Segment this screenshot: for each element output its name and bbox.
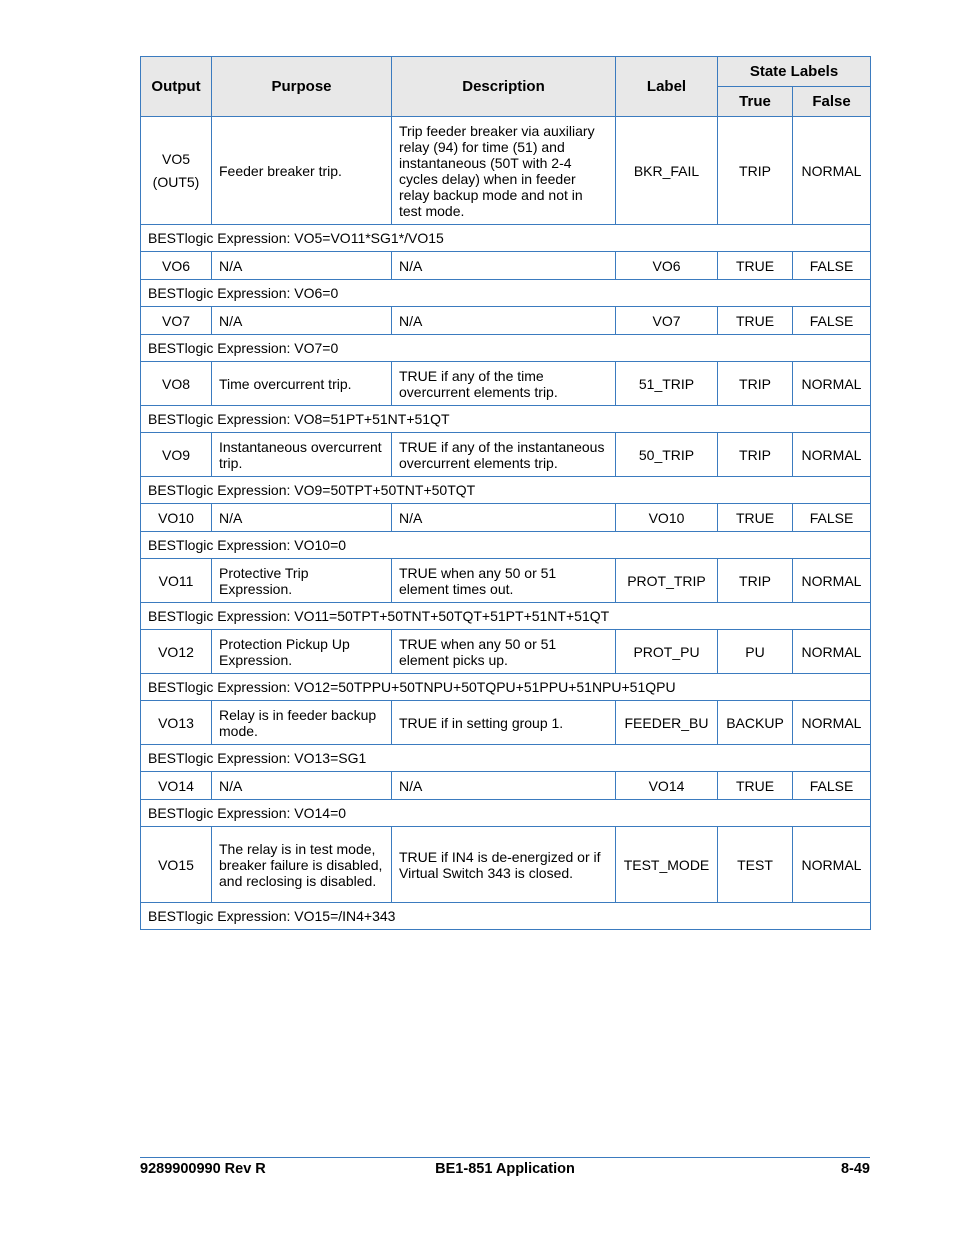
footer-title: BE1-851 Application	[435, 1161, 575, 1177]
header-false: False	[793, 87, 871, 117]
expression-row	[141, 225, 871, 252]
output-cell: VO15	[141, 827, 212, 903]
true-state-cell: BACKUP	[718, 701, 793, 745]
true-state-cell: TRUE	[718, 307, 793, 335]
expression-cell: BESTlogic Expression: VO6=0	[141, 280, 871, 307]
table-row	[141, 504, 871, 532]
table-row	[141, 630, 871, 674]
header-description: Description	[392, 57, 616, 117]
true-state-cell: TRUE	[718, 252, 793, 280]
label-cell: PROT_TRIP	[616, 559, 718, 603]
purpose-cell: Time overcurrent trip.	[212, 362, 392, 406]
expression-row	[141, 674, 871, 701]
expression-row	[141, 335, 871, 362]
description-cell: TRUE if any of the instantaneous overcurrent elements trip.	[392, 433, 616, 477]
false-state-cell: NORMAL	[793, 362, 871, 406]
false-state-cell: NORMAL	[793, 433, 871, 477]
description-cell: TRUE if in setting group 1.	[392, 701, 616, 745]
expression-row	[141, 800, 871, 827]
description-cell: TRUE when any 50 or 51 element picks up.	[392, 630, 616, 674]
output-name: VO5	[161, 150, 190, 167]
table-row	[141, 559, 871, 603]
output-cell: VO12	[141, 630, 212, 674]
expression-cell: BESTlogic Expression: VO10=0	[141, 532, 871, 559]
true-state-cell: TRIP	[718, 559, 793, 603]
true-state-cell: TRIP	[718, 362, 793, 406]
expression-row	[141, 532, 871, 559]
expression-cell: BESTlogic Expression: VO14=0	[141, 800, 871, 827]
expression-row	[141, 406, 871, 433]
purpose-cell: N/A	[212, 504, 392, 532]
purpose-cell: Protective Trip Expression.	[212, 559, 392, 603]
output-cell: VO14	[141, 772, 212, 800]
expression-cell: BESTlogic Expression: VO9=50TPT+50TNT+50TQT	[141, 477, 871, 504]
label-cell: TEST_MODE	[616, 827, 718, 903]
purpose-cell: Protection Pickup Up Expression.	[212, 630, 392, 674]
label-cell: PROT_PU	[616, 630, 718, 674]
footer-doc-number: 9289900990 Rev R	[140, 1161, 266, 1177]
output-cell: VO11	[141, 559, 212, 603]
purpose-cell: The relay is in test mode, breaker failure is disabled, and reclosing is disabled.	[212, 827, 392, 903]
page-footer	[140, 1157, 870, 1177]
label-cell: VO7	[616, 307, 718, 335]
true-state-cell: TRIP	[718, 117, 793, 225]
label-cell: 51_TRIP	[616, 362, 718, 406]
description-cell: TRUE when any 50 or 51 element times out.	[392, 559, 616, 603]
true-state-cell: TRUE	[718, 772, 793, 800]
table-row	[141, 827, 871, 903]
output-cell: VO7	[141, 307, 212, 335]
description-cell: TRUE if IN4 is de-energized or if Virtual Switch 343 is closed.	[392, 827, 616, 903]
expression-cell: BESTlogic Expression: VO15=/IN4+343	[141, 903, 871, 930]
expression-cell: BESTlogic Expression: VO8=51PT+51NT+51QT	[141, 406, 871, 433]
table-row	[141, 117, 871, 225]
footer-page-number: 8-49	[840, 1161, 870, 1177]
purpose-cell: Feeder breaker trip.	[212, 117, 392, 225]
true-state-cell: TEST	[718, 827, 793, 903]
purpose-cell: Relay is in feeder backup mode.	[212, 701, 392, 745]
purpose-cell: N/A	[212, 307, 392, 335]
header-purpose: Purpose	[212, 57, 392, 117]
expression-row	[141, 903, 871, 930]
description-cell: N/A	[392, 252, 616, 280]
label-cell: 50_TRIP	[616, 433, 718, 477]
expression-row	[141, 603, 871, 630]
false-state-cell: FALSE	[793, 252, 871, 280]
output-cell	[141, 117, 212, 225]
purpose-cell: Instantaneous overcurrent trip.	[212, 433, 392, 477]
false-state-cell: FALSE	[793, 772, 871, 800]
label-cell: BKR_FAIL	[616, 117, 718, 225]
label-cell: FEEDER_BU	[616, 701, 718, 745]
description-cell: Trip feeder breaker via auxiliary relay (94) for time (51) and instantaneous (50T with 2-4 cycles delay) when in feeder relay backup mode and not in test mode.	[392, 117, 616, 225]
false-state-cell: FALSE	[793, 307, 871, 335]
expression-row	[141, 280, 871, 307]
false-state-cell: FALSE	[793, 504, 871, 532]
true-state-cell: TRUE	[718, 504, 793, 532]
expression-row	[141, 745, 871, 772]
expression-cell: BESTlogic Expression: VO13=SG1	[141, 745, 871, 772]
output-cell: VO6	[141, 252, 212, 280]
header-state-labels: State Labels	[718, 57, 871, 87]
false-state-cell: NORMAL	[793, 117, 871, 225]
table-row	[141, 307, 871, 335]
true-state-cell: TRIP	[718, 433, 793, 477]
true-state-cell: PU	[718, 630, 793, 674]
description-cell: N/A	[392, 307, 616, 335]
table-row	[141, 252, 871, 280]
header-label: Label	[616, 57, 718, 117]
label-cell: VO6	[616, 252, 718, 280]
header-output: Output	[141, 57, 212, 117]
table-row	[141, 362, 871, 406]
output-cell: VO8	[141, 362, 212, 406]
header-true: True	[718, 87, 793, 117]
label-cell: VO10	[616, 504, 718, 532]
false-state-cell: NORMAL	[793, 827, 871, 903]
expression-cell: BESTlogic Expression: VO5=VO11*SG1*/VO15	[141, 225, 871, 252]
output-alias: (OUT5)	[152, 173, 200, 190]
table-row	[141, 701, 871, 745]
expression-cell: BESTlogic Expression: VO7=0	[141, 335, 871, 362]
expression-cell: BESTlogic Expression: VO11=50TPT+50TNT+50TQT+51PT+51NT+51QT	[141, 603, 871, 630]
output-cell: VO13	[141, 701, 212, 745]
false-state-cell: NORMAL	[793, 701, 871, 745]
description-cell: TRUE if any of the time overcurrent elements trip.	[392, 362, 616, 406]
purpose-cell: N/A	[212, 772, 392, 800]
table-row	[141, 772, 871, 800]
label-cell: VO14	[616, 772, 718, 800]
description-cell: N/A	[392, 772, 616, 800]
output-cell: VO10	[141, 504, 212, 532]
purpose-cell: N/A	[212, 252, 392, 280]
expression-cell: BESTlogic Expression: VO12=50TPPU+50TNPU+50TQPU+51PPU+51NPU+51QPU	[141, 674, 871, 701]
table-row	[141, 433, 871, 477]
output-cell: VO9	[141, 433, 212, 477]
false-state-cell: NORMAL	[793, 630, 871, 674]
virtual-outputs-table	[140, 56, 871, 930]
false-state-cell: NORMAL	[793, 559, 871, 603]
expression-row	[141, 477, 871, 504]
description-cell: N/A	[392, 504, 616, 532]
